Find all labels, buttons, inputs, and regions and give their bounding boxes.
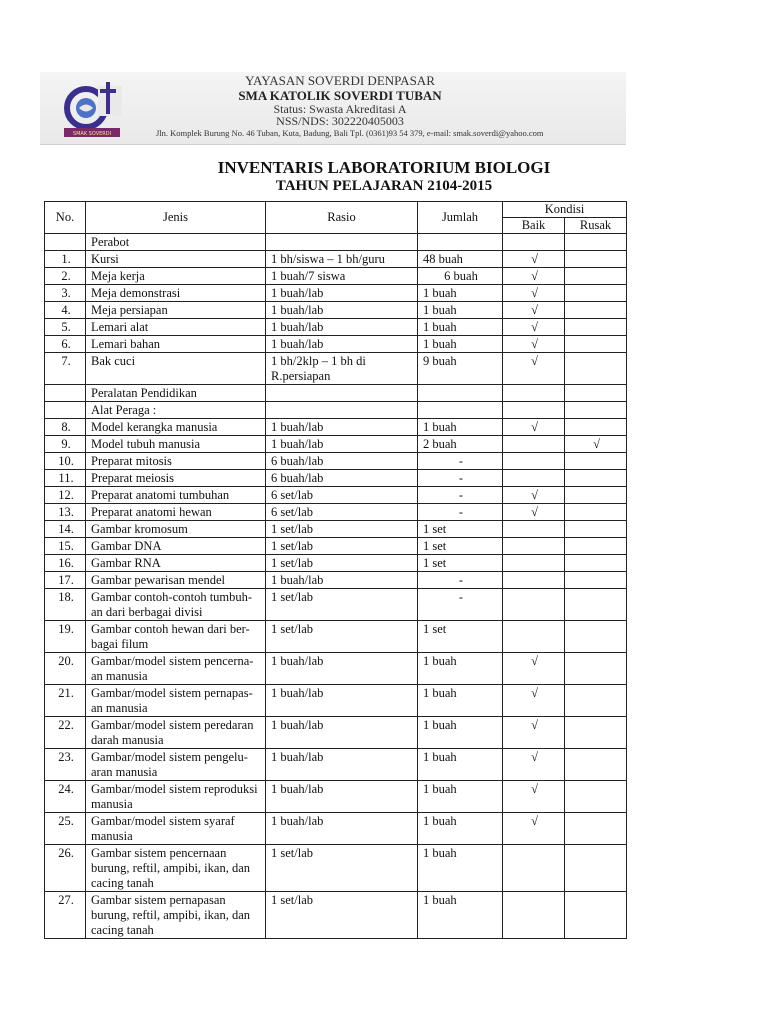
cell-no: 3. bbox=[45, 285, 86, 302]
cell-rasio: 1 set/lab bbox=[266, 621, 418, 653]
cell-rasio: 1 buah/lab bbox=[266, 302, 418, 319]
cell-rusak bbox=[565, 653, 627, 685]
section-row bbox=[45, 402, 627, 419]
cell-jenis: Lemari alat bbox=[86, 319, 266, 336]
cell-jumlah: - bbox=[418, 470, 503, 487]
header-jenis: Jenis bbox=[86, 202, 266, 234]
cell-no: 6. bbox=[45, 336, 86, 353]
cell-baik bbox=[503, 436, 565, 453]
cell-jenis: Gambar/model sistem pernapas-an manusia bbox=[86, 685, 266, 717]
cell-jenis: Meja demonstrasi bbox=[86, 285, 266, 302]
cell-rasio: 1 buah/lab bbox=[266, 653, 418, 685]
cell-jumlah: 48 buah bbox=[418, 251, 503, 268]
cell-jenis: Gambar/model sistem pencerna-an manusia bbox=[86, 653, 266, 685]
cell-no: 9. bbox=[45, 436, 86, 453]
cell-baik bbox=[503, 845, 565, 892]
cell-rasio: 6 buah/lab bbox=[266, 453, 418, 470]
cell-rusak bbox=[565, 521, 627, 538]
section-row bbox=[45, 234, 627, 251]
cell-baik: √ bbox=[503, 749, 565, 781]
cell-rusak bbox=[565, 555, 627, 572]
table-row bbox=[45, 572, 627, 589]
cell-jumlah: 1 set bbox=[418, 555, 503, 572]
cell-baik bbox=[503, 572, 565, 589]
cell-jumlah: 1 buah bbox=[418, 813, 503, 845]
cell-rasio: 1 bh/2klp – 1 bh di R.persiapan bbox=[266, 353, 418, 385]
cell-jumlah: 1 set bbox=[418, 538, 503, 555]
school-status: Status: Swasta Akreditasi A bbox=[273, 102, 407, 116]
cell-jumlah: 2 buah bbox=[418, 436, 503, 453]
table-row bbox=[45, 470, 627, 487]
table-row bbox=[45, 251, 627, 268]
cell-rusak bbox=[565, 538, 627, 555]
cell-baik bbox=[503, 453, 565, 470]
cell-rasio: 1 set/lab bbox=[266, 845, 418, 892]
cell-rasio: 6 set/lab bbox=[266, 504, 418, 521]
section-label: Perabot bbox=[86, 234, 266, 251]
cell-jumlah: 1 buah bbox=[418, 892, 503, 939]
cell-rasio: 1 buah/lab bbox=[266, 436, 418, 453]
cell-rasio bbox=[266, 402, 418, 419]
cell-no: 18. bbox=[45, 589, 86, 621]
cell-jumlah: 1 buah bbox=[418, 781, 503, 813]
table-row bbox=[45, 453, 627, 470]
cell-baik bbox=[503, 555, 565, 572]
cell-rusak bbox=[565, 385, 627, 402]
table-row bbox=[45, 436, 627, 453]
cell-jenis: Gambar/model sistem peredaran darah manusia bbox=[86, 717, 266, 749]
cell-baik bbox=[503, 402, 565, 419]
cell-jenis: Meja kerja bbox=[86, 268, 266, 285]
cell-baik bbox=[503, 521, 565, 538]
cell-jenis: Kursi bbox=[86, 251, 266, 268]
cell-no: 15. bbox=[45, 538, 86, 555]
cell-rusak bbox=[565, 336, 627, 353]
cell-baik: √ bbox=[503, 717, 565, 749]
cell-baik bbox=[503, 470, 565, 487]
cell-baik: √ bbox=[503, 487, 565, 504]
cell-jumlah: 1 set bbox=[418, 521, 503, 538]
cell-jumlah: - bbox=[418, 453, 503, 470]
cell-no: 25. bbox=[45, 813, 86, 845]
cell-rusak bbox=[565, 781, 627, 813]
table-row bbox=[45, 685, 627, 717]
cell-no: 19. bbox=[45, 621, 86, 653]
cell-baik: √ bbox=[503, 504, 565, 521]
section-row bbox=[45, 385, 627, 402]
cell-no: 2. bbox=[45, 268, 86, 285]
cell-jenis: Gambar contoh hewan dari ber-bagai filum bbox=[86, 621, 266, 653]
cell-rasio: 6 buah/lab bbox=[266, 470, 418, 487]
cell-jenis: Meja persiapan bbox=[86, 302, 266, 319]
header-rusak: Rusak bbox=[565, 218, 627, 234]
table-row bbox=[45, 336, 627, 353]
cell-rasio: 1 buah/7 siswa bbox=[266, 268, 418, 285]
cell-baik bbox=[503, 621, 565, 653]
cell-jumlah: - bbox=[418, 487, 503, 504]
cell-rusak bbox=[565, 892, 627, 939]
cell-jenis: Gambar/model sistem reproduksi manusia bbox=[86, 781, 266, 813]
cell-rasio: 1 buah/lab bbox=[266, 336, 418, 353]
cell-jumlah: - bbox=[418, 572, 503, 589]
cell-jumlah bbox=[418, 402, 503, 419]
cell-rusak bbox=[565, 319, 627, 336]
section-label: Peralatan Pendidikan bbox=[86, 385, 266, 402]
cell-jenis: Gambar kromosum bbox=[86, 521, 266, 538]
table-row bbox=[45, 717, 627, 749]
cell-baik: √ bbox=[503, 419, 565, 436]
cell-baik bbox=[503, 589, 565, 621]
cell-rusak bbox=[565, 470, 627, 487]
cell-rasio: 1 buah/lab bbox=[266, 781, 418, 813]
cell-baik bbox=[503, 538, 565, 555]
table-row bbox=[45, 781, 627, 813]
cell-rasio: 1 buah/lab bbox=[266, 285, 418, 302]
cell-jumlah: 1 buah bbox=[418, 336, 503, 353]
cell-jenis: Bak cuci bbox=[86, 353, 266, 385]
cell-rusak bbox=[565, 285, 627, 302]
cell-no: 4. bbox=[45, 302, 86, 319]
cell-rusak bbox=[565, 402, 627, 419]
cell-jumlah bbox=[418, 385, 503, 402]
table-row bbox=[45, 353, 627, 385]
cell-rusak bbox=[565, 813, 627, 845]
table-row bbox=[45, 845, 627, 892]
table-row bbox=[45, 749, 627, 781]
cell-jenis: Preparat meiosis bbox=[86, 470, 266, 487]
table-row bbox=[45, 419, 627, 436]
table-row bbox=[45, 555, 627, 572]
table-row bbox=[45, 589, 627, 621]
cell-no: 11. bbox=[45, 470, 86, 487]
cell-rusak bbox=[565, 453, 627, 470]
cell-no bbox=[45, 234, 86, 251]
cell-baik: √ bbox=[503, 319, 565, 336]
cell-rusak bbox=[565, 845, 627, 892]
logo-banner-text: SMAK SOVERDI bbox=[72, 131, 112, 137]
cell-jenis: Lemari bahan bbox=[86, 336, 266, 353]
table-row bbox=[45, 538, 627, 555]
cell-no: 8. bbox=[45, 419, 86, 436]
table-row bbox=[45, 504, 627, 521]
cell-baik: √ bbox=[503, 336, 565, 353]
school-logo-icon bbox=[62, 78, 128, 140]
cell-jenis: Model kerangka manusia bbox=[86, 419, 266, 436]
cell-jenis: Gambar contoh-contoh tumbuh-an dari berbagai divisi bbox=[86, 589, 266, 621]
cell-rusak bbox=[565, 749, 627, 781]
table-row bbox=[45, 487, 627, 504]
cell-jumlah: 1 buah bbox=[418, 302, 503, 319]
cell-jenis: Gambar RNA bbox=[86, 555, 266, 572]
cell-rusak: √ bbox=[565, 436, 627, 453]
cell-rusak bbox=[565, 251, 627, 268]
cell-jumlah: 1 buah bbox=[418, 845, 503, 892]
cell-jumlah: 1 buah bbox=[418, 685, 503, 717]
table-row bbox=[45, 653, 627, 685]
cell-jumlah: 1 buah bbox=[418, 285, 503, 302]
cell-rasio: 1 bh/siswa – 1 bh/guru bbox=[266, 251, 418, 268]
cell-rasio: 1 set/lab bbox=[266, 892, 418, 939]
cell-rusak bbox=[565, 685, 627, 717]
cell-rusak bbox=[565, 621, 627, 653]
cell-rasio: 1 set/lab bbox=[266, 589, 418, 621]
cell-jenis: Gambar/model sistem pengelu-aran manusia bbox=[86, 749, 266, 781]
cell-rasio: 1 set/lab bbox=[266, 538, 418, 555]
cell-baik: √ bbox=[503, 251, 565, 268]
cell-rasio: 1 buah/lab bbox=[266, 319, 418, 336]
foundation-name: YAYASAN SOVERDI DENPASAR bbox=[245, 73, 435, 88]
table-row bbox=[45, 268, 627, 285]
cell-rasio bbox=[266, 385, 418, 402]
cell-no: 26. bbox=[45, 845, 86, 892]
cell-jenis: Preparat anatomi tumbuhan bbox=[86, 487, 266, 504]
cell-no: 22. bbox=[45, 717, 86, 749]
cell-no: 23. bbox=[45, 749, 86, 781]
cell-rusak bbox=[565, 353, 627, 385]
cell-jenis: Gambar DNA bbox=[86, 538, 266, 555]
cell-no: 7. bbox=[45, 353, 86, 385]
cell-rusak bbox=[565, 572, 627, 589]
cell-no: 1. bbox=[45, 251, 86, 268]
cell-no bbox=[45, 385, 86, 402]
cell-jumlah: 1 buah bbox=[418, 749, 503, 781]
cell-rasio: 1 buah/lab bbox=[266, 813, 418, 845]
cell-baik: √ bbox=[503, 685, 565, 717]
cell-jumlah: - bbox=[418, 589, 503, 621]
school-name: SMA KATOLIK SOVERDI TUBAN bbox=[238, 88, 442, 103]
cell-rusak bbox=[565, 419, 627, 436]
cell-rasio: 1 buah/lab bbox=[266, 572, 418, 589]
header-kondisi: Kondisi bbox=[503, 202, 627, 218]
cell-no: 24. bbox=[45, 781, 86, 813]
cell-baik bbox=[503, 234, 565, 251]
cell-no: 16. bbox=[45, 555, 86, 572]
header-no: No. bbox=[45, 202, 86, 234]
cell-jenis: Preparat anatomi hewan bbox=[86, 504, 266, 521]
cell-jumlah bbox=[418, 234, 503, 251]
cell-baik bbox=[503, 385, 565, 402]
table-row bbox=[45, 892, 627, 939]
cell-jenis: Model tubuh manusia bbox=[86, 436, 266, 453]
cell-jenis: Gambar pewarisan mendel bbox=[86, 572, 266, 589]
cell-jenis: Gambar/model sistem syaraf manusia bbox=[86, 813, 266, 845]
cell-jumlah: 1 buah bbox=[418, 717, 503, 749]
table-row bbox=[45, 302, 627, 319]
cell-rusak bbox=[565, 504, 627, 521]
cell-no: 21. bbox=[45, 685, 86, 717]
cell-no: 10. bbox=[45, 453, 86, 470]
cell-jumlah: - bbox=[418, 504, 503, 521]
cell-rusak bbox=[565, 234, 627, 251]
header-baik: Baik bbox=[503, 218, 565, 234]
cell-jenis: Preparat mitosis bbox=[86, 453, 266, 470]
cell-rusak bbox=[565, 268, 627, 285]
cell-no bbox=[45, 402, 86, 419]
cell-no: 14. bbox=[45, 521, 86, 538]
cell-baik: √ bbox=[503, 653, 565, 685]
cell-jumlah: 6 buah bbox=[418, 268, 503, 285]
cell-baik: √ bbox=[503, 813, 565, 845]
cell-rasio: 1 buah/lab bbox=[266, 749, 418, 781]
cell-no: 17. bbox=[45, 572, 86, 589]
cell-baik: √ bbox=[503, 781, 565, 813]
cell-jenis: Gambar sistem pencernaan burung, reftil, ampibi, ikan, dan cacing tanah bbox=[86, 845, 266, 892]
cell-baik bbox=[503, 892, 565, 939]
header-jumlah: Jumlah bbox=[418, 202, 503, 234]
cell-baik: √ bbox=[503, 353, 565, 385]
school-nss: NSS/NDS: 302220405003 bbox=[276, 114, 404, 128]
cell-jumlah: 1 buah bbox=[418, 419, 503, 436]
header-rasio: Rasio bbox=[266, 202, 418, 234]
cell-baik: √ bbox=[503, 285, 565, 302]
cell-jenis: Gambar sistem pernapasan burung, reftil, ampibi, ikan, dan cacing tanah bbox=[86, 892, 266, 939]
inventory-table bbox=[44, 201, 627, 939]
cell-jumlah: 1 buah bbox=[418, 319, 503, 336]
cell-no: 20. bbox=[45, 653, 86, 685]
cell-rusak bbox=[565, 487, 627, 504]
school-address: Jln. Komplek Burung No. 46 Tuban, Kuta, Badung, Bali Tpl. (0361)93 54 379, e-mail: smak.soverdi@yahoo.com bbox=[156, 128, 544, 138]
section-label: Alat Peraga : bbox=[86, 402, 266, 419]
cell-no: 5. bbox=[45, 319, 86, 336]
cell-baik: √ bbox=[503, 268, 565, 285]
cell-rasio: 6 set/lab bbox=[266, 487, 418, 504]
cell-rasio: 1 set/lab bbox=[266, 521, 418, 538]
document-subtitle: TAHUN PELAJARAN 2104-2015 bbox=[275, 178, 493, 194]
cell-no: 12. bbox=[45, 487, 86, 504]
cell-rasio: 1 buah/lab bbox=[266, 717, 418, 749]
cell-jumlah: 1 set bbox=[418, 621, 503, 653]
document-title: INVENTARIS LABORATORIUM BIOLOGI bbox=[217, 158, 551, 177]
cell-rusak bbox=[565, 302, 627, 319]
table-row bbox=[45, 319, 627, 336]
cell-jumlah: 9 buah bbox=[418, 353, 503, 385]
cell-jumlah: 1 buah bbox=[418, 653, 503, 685]
cell-no: 27. bbox=[45, 892, 86, 939]
cell-rasio: 1 buah/lab bbox=[266, 419, 418, 436]
table-row bbox=[45, 621, 627, 653]
cell-rusak bbox=[565, 717, 627, 749]
table-row bbox=[45, 813, 627, 845]
cell-no: 13. bbox=[45, 504, 86, 521]
cell-rusak bbox=[565, 589, 627, 621]
cell-rasio bbox=[266, 234, 418, 251]
cell-baik: √ bbox=[503, 302, 565, 319]
letterhead bbox=[40, 72, 626, 145]
table-row bbox=[45, 521, 627, 538]
cell-rasio: 1 set/lab bbox=[266, 555, 418, 572]
table-row bbox=[45, 285, 627, 302]
cell-rasio: 1 buah/lab bbox=[266, 685, 418, 717]
